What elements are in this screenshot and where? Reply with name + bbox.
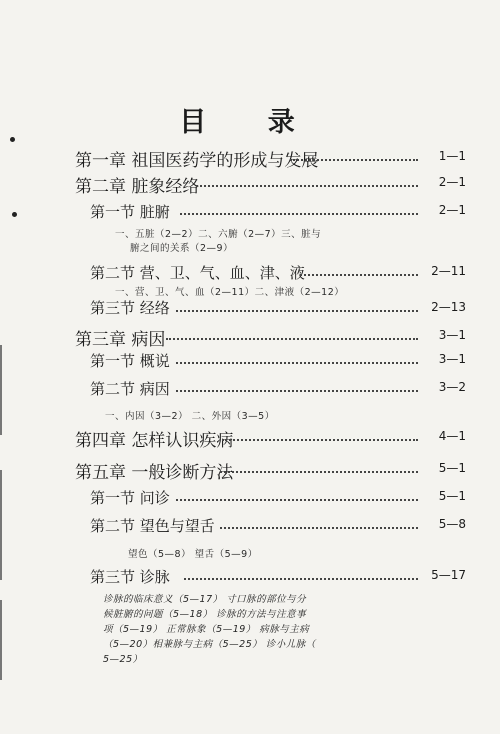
subtopics-zangfu-line-1: 一、五脏（2—2）二、六腑（2—7）三、脏与 — [115, 229, 322, 240]
toc-entry-chapter-4 — [0, 426, 480, 451]
entry-label: 第一章 祖国医药学的形成与发展 — [75, 151, 319, 171]
dot-leader — [180, 213, 418, 215]
entry-label: 第三章 病因 — [75, 330, 166, 350]
dot-leader — [184, 578, 418, 580]
toc-entry-chapter-2 — [0, 172, 480, 197]
subtopics-ying-wei: 一、营、卫、气、血（2—11）二、津液（2—12） — [115, 287, 345, 298]
entry-page: 5—17 — [431, 568, 466, 582]
dot-leader — [196, 185, 418, 187]
entry-page: 2—11 — [431, 264, 466, 278]
entry-page: 3—1 — [438, 352, 466, 366]
entry-label: 第一节 问诊 — [90, 489, 170, 507]
dot-leader — [220, 527, 418, 529]
toc-entry-section-ying-wei — [0, 262, 480, 284]
entry-page: 3—1 — [438, 328, 466, 342]
entry-page: 5—1 — [438, 461, 466, 475]
toc-entry-section-zangfu — [0, 201, 480, 223]
entry-label: 第四章 怎样认识疾病 — [75, 431, 234, 451]
toc-title: 目 录 — [179, 107, 321, 138]
entry-page: 5—1 — [438, 489, 466, 503]
margin-scan-line — [0, 345, 2, 435]
dot-leader — [176, 310, 418, 312]
entry-label: 第二章 脏象经络 — [75, 177, 200, 197]
toc-entry-section-wangse — [0, 515, 480, 537]
dot-leader — [166, 338, 418, 340]
entry-label: 第一节 概说 — [90, 352, 170, 370]
entry-label: 第三节 诊脉 — [90, 568, 170, 586]
margin-scan-line — [0, 470, 2, 580]
scan-speck — [10, 137, 15, 142]
handwritten-line-1: 诊脉的临床意义（5—17） 寸口脉的部位与分 — [103, 594, 307, 605]
entry-label: 第五章 一般诊断方法 — [75, 463, 234, 483]
margin-scan-line — [0, 600, 2, 680]
entry-page: 4—1 — [438, 429, 466, 443]
toc-entry-section-zhenmai — [0, 566, 480, 588]
handwritten-line-5: 5—25） — [103, 654, 143, 665]
entry-page: 2—13 — [431, 300, 466, 314]
dot-leader — [176, 362, 418, 364]
dot-leader — [220, 471, 418, 473]
toc-entry-section-jingluo — [0, 297, 480, 319]
toc-entry-section-gaishuo — [0, 350, 480, 372]
toc-entry-chapter-1 — [0, 146, 480, 171]
entry-page: 3—2 — [438, 380, 466, 394]
entry-label: 第二节 营、卫、气、血、津、液 — [90, 264, 305, 282]
toc-entry-section-wenzhen — [0, 487, 480, 509]
entry-page: 2—1 — [438, 203, 466, 217]
entry-page: 1—1 — [438, 149, 466, 163]
handwritten-line-4: （5—20）相兼脉与主病（5—25） 诊小儿脉（ — [103, 639, 316, 650]
subtopics-bingyin: 一、内因（3—2） 二、外因（3—5） — [105, 411, 275, 422]
entry-label: 第三节 经络 — [90, 299, 170, 317]
subtopics-wangse: 望色（5—8） 望舌（5—9） — [128, 549, 258, 560]
scan-speck — [12, 212, 17, 217]
dot-leader — [176, 499, 418, 501]
entry-label: 第二节 望色与望舌 — [90, 517, 215, 535]
handwritten-line-3: 项（5—19） 正常脉象（5—19） 病脉与主病 — [103, 624, 310, 635]
handwritten-line-2: 候脏腑的问题（5—18） 诊脉的方法与注意事 — [103, 609, 307, 620]
entry-page: 2—1 — [438, 175, 466, 189]
dot-leader — [222, 439, 418, 441]
entry-page: 5—8 — [438, 517, 466, 531]
dot-leader — [290, 159, 418, 161]
entry-label: 第二节 病因 — [90, 380, 170, 398]
toc-entry-chapter-5 — [0, 458, 480, 483]
entry-label: 第一节 脏腑 — [90, 203, 170, 221]
dot-leader — [300, 274, 418, 276]
toc-entry-section-bingyin — [0, 378, 480, 400]
subtopics-zangfu-line-2: 腑之间的关系（2—9） — [130, 243, 234, 254]
toc-entry-chapter-3 — [0, 325, 480, 350]
dot-leader — [176, 390, 418, 392]
